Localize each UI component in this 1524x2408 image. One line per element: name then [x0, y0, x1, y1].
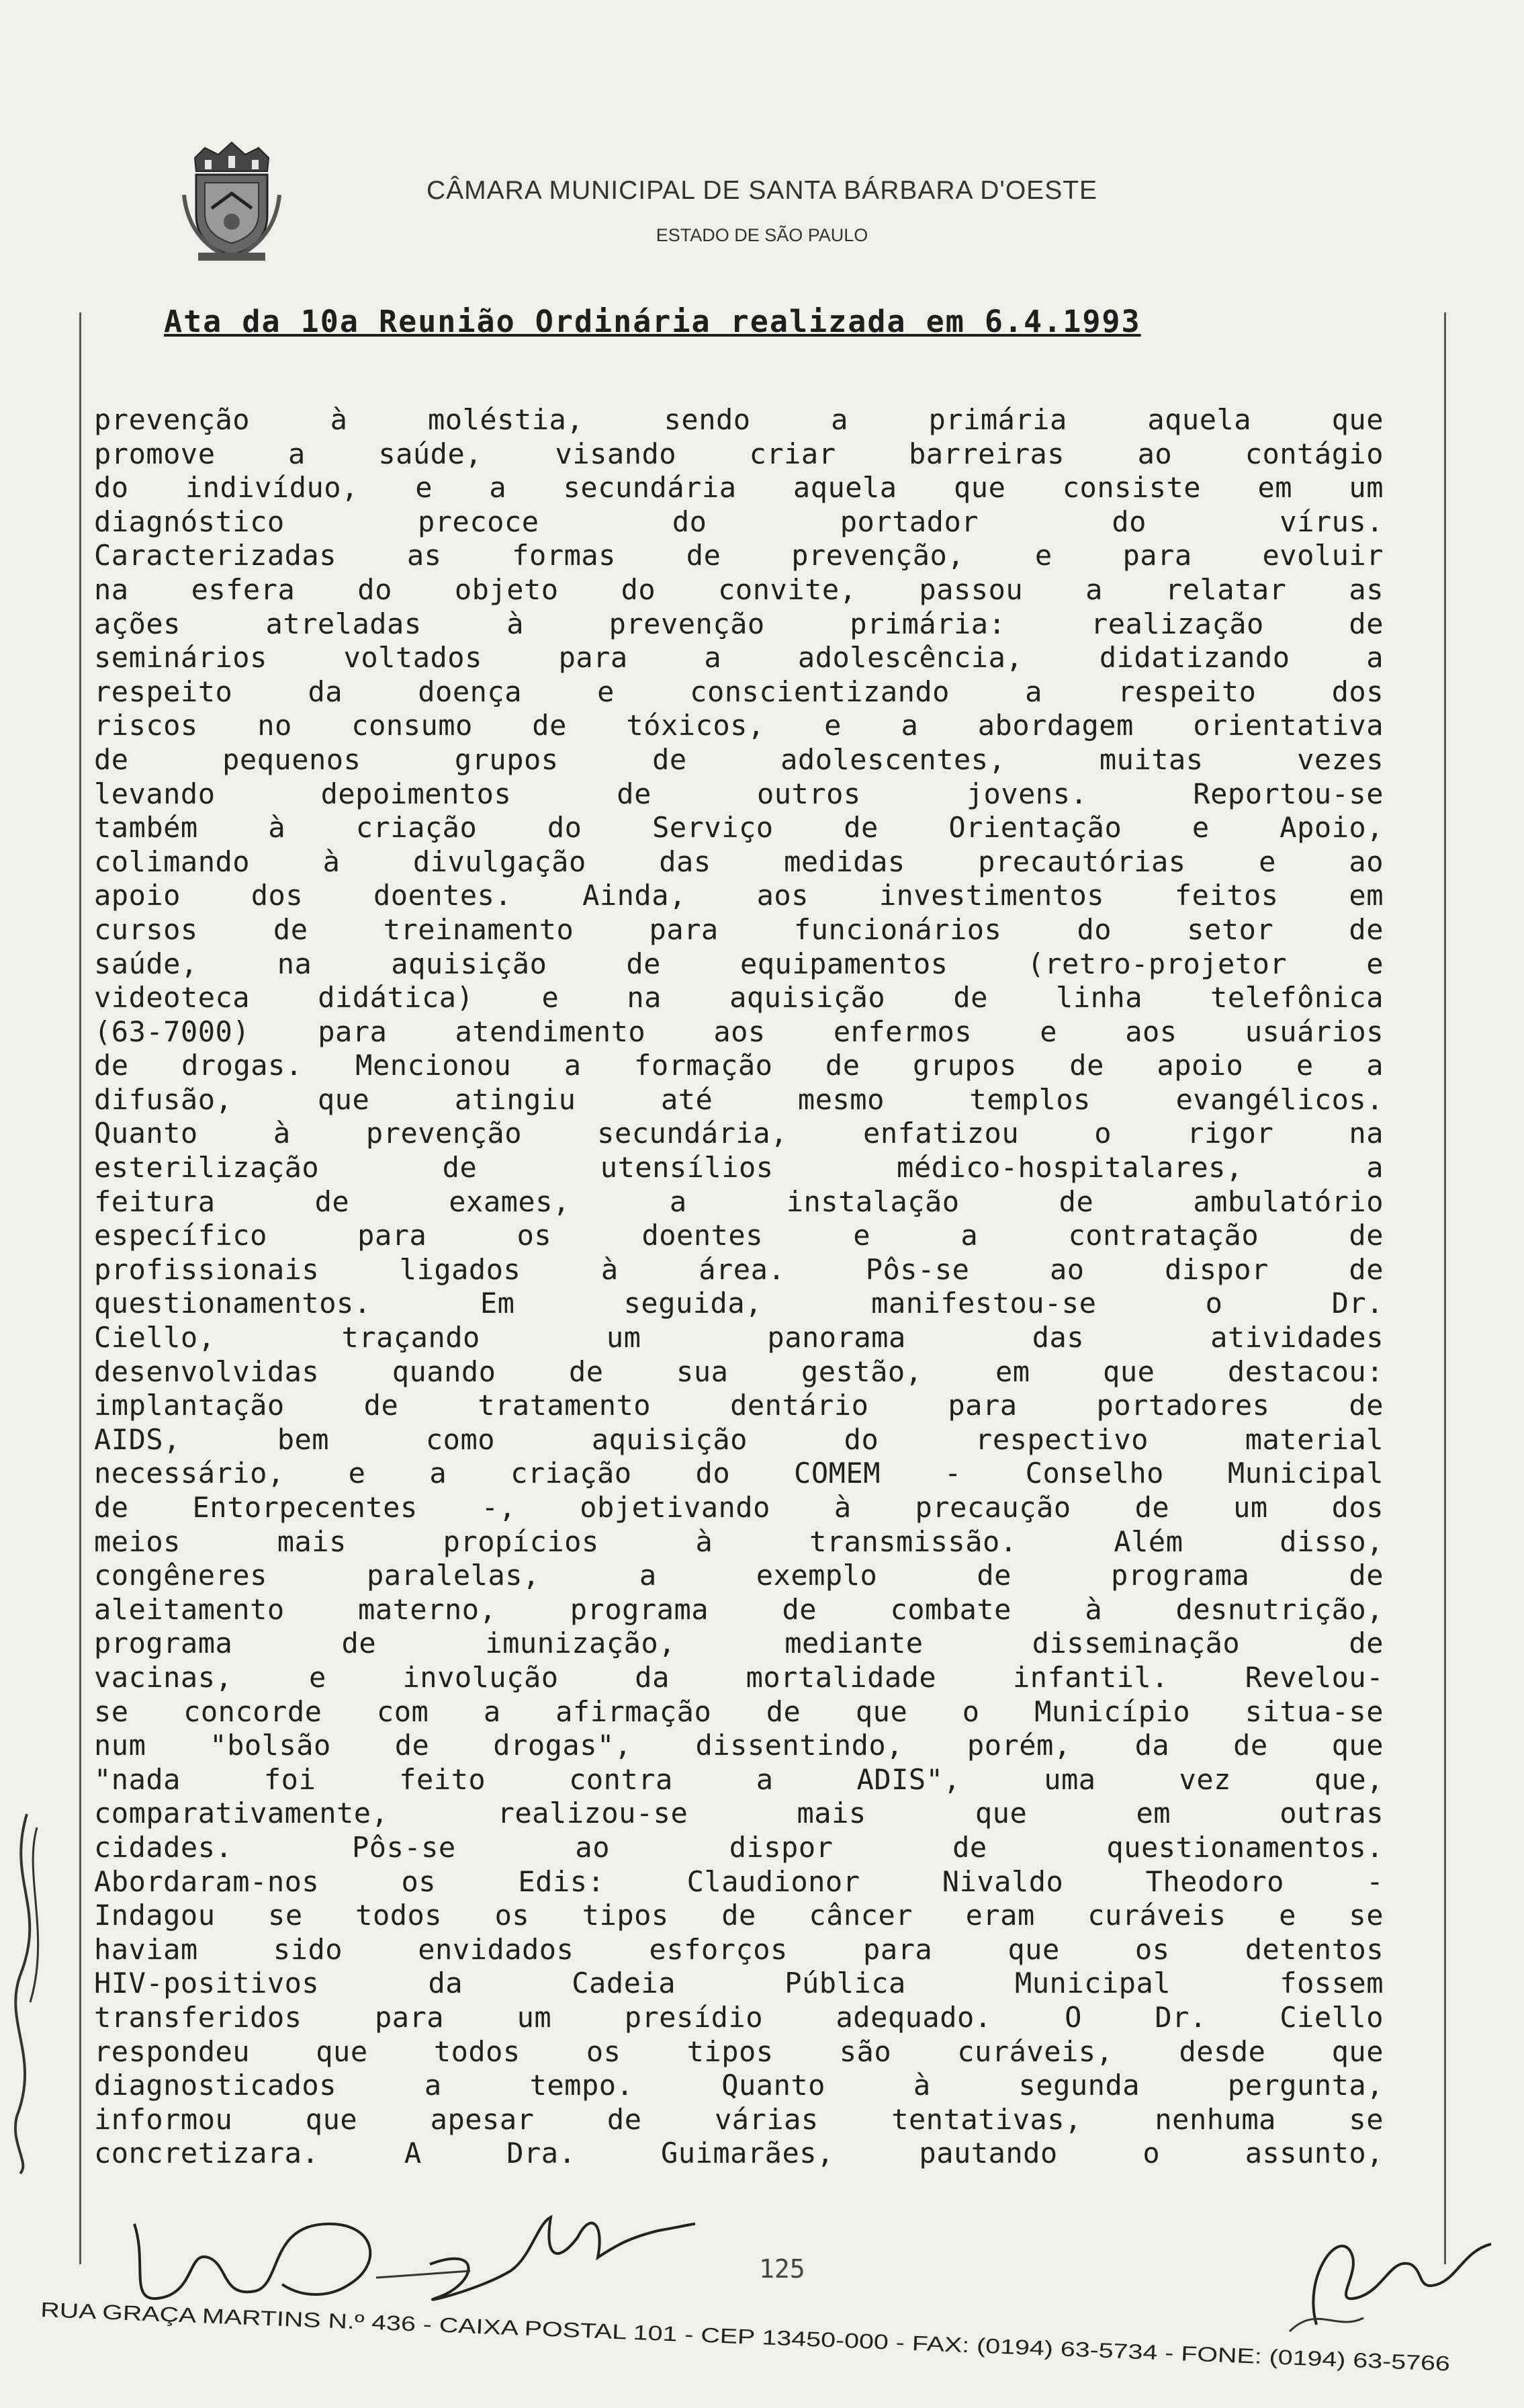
text-line: programa de imunização, mediante disseminação de	[94, 1627, 1384, 1660]
text-line: concretizara. A Dra. Guimarães, pautando o assunto,	[94, 2137, 1384, 2170]
text-line: (63-7000) para atendimento aos enfermos e aos usuários	[94, 1015, 1384, 1048]
text-line: diagnosticados a tempo. Quanto à segunda pergunta,	[94, 2069, 1384, 2102]
text-line: esterilização de utensílios médico-hospitalares, a	[94, 1151, 1384, 1185]
text-line: profissionais ligados à área. Pôs-se ao dispor de	[94, 1252, 1384, 1286]
council-name: CÂMARA MUNICIPAL DE SANTA BÁRBARA D'OESTE	[426, 176, 1098, 205]
minutes-body	[94, 403, 1384, 2171]
text-line: diagnóstico precoce do portador do vírus.	[94, 505, 1384, 538]
text-line: implantação de tratamento dentário para portadores de	[94, 1389, 1384, 1422]
signature-3	[1276, 2170, 1505, 2345]
text-line: difusão, que atingiu até mesmo templos evangélicos.	[94, 1082, 1384, 1116]
text-line: videoteca didática) e na aquisição de linha telefônica	[94, 981, 1384, 1015]
text-line: levando depoimentos de outros jovens. Reportou-se	[94, 777, 1384, 810]
text-line: de Entorpecentes -, objetivando à precaução de um dos	[94, 1491, 1384, 1524]
text-line: comparativamente, realizou-se mais que em outras	[94, 1797, 1384, 1830]
text-line: desenvolvidas quando de sua gestão, em que destacou:	[94, 1354, 1384, 1388]
text-line: respondeu que todos os tipos são curáveis, desde que	[94, 2034, 1384, 2068]
text-line: vacinas, e involução da mortalidade infantil. Revelou-	[94, 1660, 1384, 1694]
page-number: 125	[759, 2254, 805, 2284]
text-line: cidades. Pôs-se ao dispor de questionamentos.	[94, 1830, 1384, 1864]
text-line: congêneres paralelas, a exemplo de programa de	[94, 1559, 1384, 1592]
text-line: questionamentos. Em seguida, manifestou-se o Dr.	[94, 1287, 1384, 1320]
signature-2	[376, 2184, 699, 2311]
state-name: ESTADO DE SÃO PAULO	[656, 225, 868, 245]
text-line: num "bolsão de drogas", dissentindo, porém, da de que	[94, 1729, 1384, 1762]
text-line: ações atreladas à prevenção primária: realização de	[94, 607, 1384, 640]
text-line: na esfera do objeto do convite, passou a relatar as	[94, 572, 1384, 606]
right-margin-rule	[1444, 312, 1446, 2264]
text-line: Abordaram-nos os Edis: Claudionor Nivaldo Theodoro -	[94, 1864, 1384, 1898]
text-line: de drogas. Mencionou a formação de grupos de apoio e a	[94, 1049, 1384, 1082]
text-line: HIV-positivos da Cadeia Pública Municipal fossem	[94, 1967, 1384, 2000]
text-line: transferidos para um presídio adequado. O Dr. Ciello	[94, 2000, 1384, 2034]
text-line: meios mais propícios à transmissão. Além disso,	[94, 1524, 1384, 1558]
text-line: seminários voltados para a adolescência, didatizando a	[94, 641, 1384, 675]
left-margin-rule	[79, 312, 81, 2264]
text-line: promove a saúde, visando criar barreiras ao contágio	[94, 437, 1384, 470]
text-line: AIDS, bem como aquisição do respectivo material	[94, 1422, 1384, 1456]
text-line: se concorde com a afirmação de que o Município situa-se	[94, 1694, 1384, 1728]
text-line: cursos de treinamento para funcionários do setor de	[94, 912, 1384, 946]
text-line: saúde, na aquisição de equipamentos (retro-projetor e	[94, 947, 1384, 980]
text-line: prevenção à moléstia, sendo a primária aquela que	[94, 403, 1384, 436]
minutes-title: Ata da 10a Reunião Ordinária realizada em 6.4.1993	[164, 304, 1141, 339]
text-line: Indagou se todos os tipos de câncer eram curáveis e se	[94, 1899, 1384, 1932]
text-line: feitura de exames, a instalação de ambulatório	[94, 1185, 1384, 1218]
text-line: riscos no consumo de tóxicos, e a abordagem orientativa	[94, 709, 1384, 742]
text-line: haviam sido envidados esforços para que os detentos	[94, 1932, 1384, 1966]
text-line: Quanto à prevenção secundária, enfatizou o rigor na	[94, 1117, 1384, 1150]
text-line: colimando à divulgação das medidas precautórias e ao	[94, 845, 1384, 878]
footer-address: RUA GRAÇA MARTINS N.º 436 - CAIXA POSTAL 101 - CEP 13450-000 - FAX: (0194) 63-5734 - FONE: (0194) 63-5766	[40, 2298, 1151, 2364]
signature-1	[107, 2184, 390, 2318]
text-line: necessário, e a criação do COMEM - Conselho Municipal	[94, 1457, 1384, 1490]
text-line: também à criação do Serviço de Orientação e Apoio,	[94, 811, 1384, 845]
text-line: específico para os doentes e a contratação de	[94, 1219, 1384, 1252]
text-line: Ciello, traçando um panorama das atividades	[94, 1321, 1384, 1354]
text-line: Caracterizadas as formas de prevenção, e para evoluir	[94, 539, 1384, 572]
text-line: do indivíduo, e a secundária aquela que consiste em um	[94, 471, 1384, 505]
text-line: "nada foi feito contra a ADIS", uma vez que,	[94, 1762, 1384, 1796]
text-line: de pequenos grupos de adolescentes, muitas vezes	[94, 742, 1384, 776]
text-line: apoio dos doentes. Ainda, aos investimentos feitos em	[94, 879, 1384, 912]
text-line: aleitamento materno, programa de combate à desnutrição,	[94, 1592, 1384, 1626]
text-line: respeito da doença e conscientizando a respeito dos	[94, 675, 1384, 708]
margin-signature	[0, 1801, 54, 2177]
text-line: informou que apesar de várias tentativas, nenhuma se	[94, 2102, 1384, 2136]
